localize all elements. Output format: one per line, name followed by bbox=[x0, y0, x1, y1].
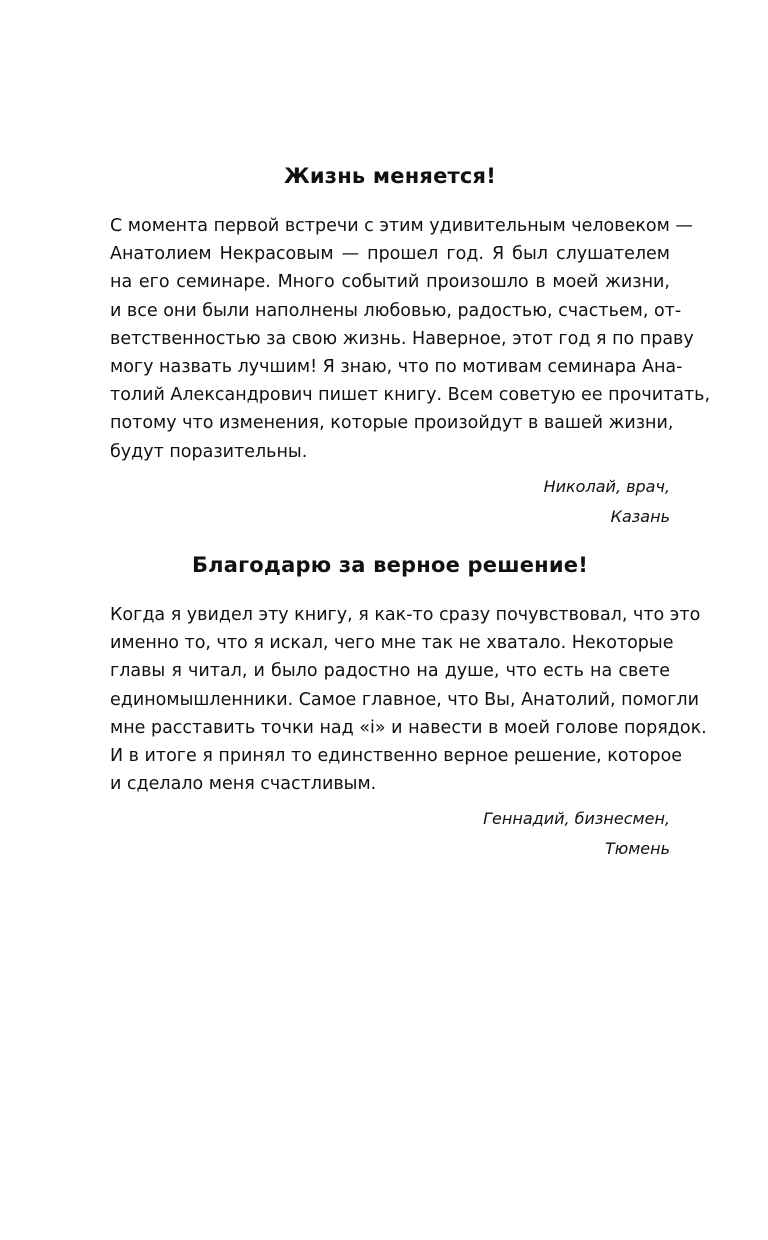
text-line: и все они были наполнены любовью, радостью, счастьем, от- bbox=[110, 300, 682, 321]
text-line: будут поразительны. bbox=[110, 441, 308, 462]
text-line: Анатолием Некрасовым — прошел год. Я был слушателем bbox=[110, 244, 670, 265]
text-line: именно то, что я искал, чего мне так не хватало. Некоторые bbox=[110, 633, 674, 654]
author-city: Казань bbox=[610, 506, 670, 526]
testimonial-2 bbox=[110, 549, 707, 864]
text-line: толий Александрович пишет книгу. Всем советую ее прочитать, bbox=[110, 385, 711, 406]
text-line: ветственностью за свою жизнь. Наверное, этот год я по праву bbox=[110, 328, 694, 349]
testimonial-body bbox=[110, 601, 707, 798]
text-line: и сделало меня счастливым. bbox=[110, 774, 377, 795]
testimonial-title: Благодарю за верное решение! bbox=[191, 553, 589, 577]
author-city: Тюмень bbox=[604, 839, 670, 859]
text-line: главы я читал, и было радостно на душе, что есть на свете bbox=[110, 661, 670, 682]
testimonial-body bbox=[110, 212, 711, 466]
text-line: единомышленники. Самое главное, что Вы, Анатолий, помогли bbox=[110, 689, 699, 710]
testimonial-signature bbox=[110, 472, 670, 532]
text-line: Когда я увидел эту книгу, я как-то сразу почувствовал, что это bbox=[110, 605, 701, 625]
text-line: мне расставить точки над «i» и навести в моей голове порядок. bbox=[110, 717, 707, 738]
author-name: Геннадий, бизнесмен, bbox=[483, 809, 670, 829]
author-name: Николай, врач, bbox=[543, 476, 670, 496]
text-line: потому что изменения, которые произойдут в вашей жизни, bbox=[110, 413, 674, 434]
text-line: могу назвать лучшим! Я знаю, что по мотивам семинара Ана- bbox=[110, 357, 683, 378]
text-line: И в итоге я принял то единственно верное решение, которое bbox=[110, 746, 683, 767]
text-line: на его семинаре. Много событий произошло в моей жизни, bbox=[110, 272, 670, 293]
testimonial-1 bbox=[110, 160, 711, 532]
text-line: С момента первой встречи с этим удивительным человеком — bbox=[110, 216, 693, 236]
testimonial-title: Жизнь меняется! bbox=[283, 164, 497, 188]
testimonial-signature bbox=[110, 804, 670, 864]
